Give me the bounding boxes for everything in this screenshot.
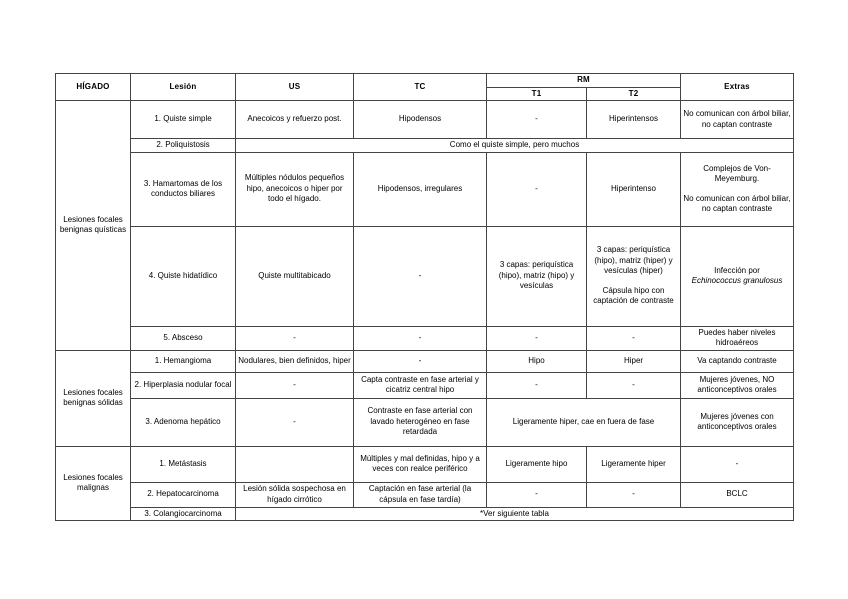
t2-line-1: 3 capas: periquística (hipo), matriz (hiper) y vesículas (hiper): [594, 245, 673, 276]
tc-cell: Hipodensos: [354, 101, 487, 139]
extras-line-2: No comunican con árbol biliar, no captan contraste: [683, 193, 791, 213]
table-row: [56, 101, 794, 139]
header-lesion: Lesión: [131, 74, 236, 101]
table-row: [56, 507, 794, 521]
rm-merged-cell: Ligeramente hiper, cae en fuera de fase: [487, 398, 681, 446]
group-label-malignant: Lesiones focales malignas: [56, 446, 131, 521]
header-t1: T1: [487, 87, 587, 101]
extras-cell: Mujeres jóvenes, NO anticonceptivos orales: [681, 372, 794, 398]
extras-cell: No comunican con árbol biliar, no captan contraste: [681, 101, 794, 139]
extras-cell: Puedes haber niveles hidroaéreos: [681, 326, 794, 350]
us-cell: Quiste multitabicado: [236, 226, 354, 326]
t1-cell: Ligeramente hipo: [487, 446, 587, 482]
tc-cell: Capta contraste en fase arterial y cicatriz central hipo: [354, 372, 487, 398]
tc-cell: Múltiples y mal definidas, hipo y a veces con realce periférico: [354, 446, 487, 482]
t2-cell: -: [587, 326, 681, 350]
table-row: [56, 350, 794, 372]
us-cell: -: [236, 398, 354, 446]
table-row: [56, 446, 794, 482]
merged-cell: Como el quiste simple, pero muchos: [236, 139, 794, 153]
t1-cell: -: [487, 326, 587, 350]
extras-line-1: Infección por: [714, 265, 760, 275]
table-row: [56, 482, 794, 507]
t1-cell: Hipo: [487, 350, 587, 372]
extras-species: Echinococcus granulosus: [691, 276, 783, 285]
us-cell: Nodulares, bien definidos, hiper: [236, 350, 354, 372]
tc-cell: Captación en fase arterial (la cápsula en fase tardía): [354, 482, 487, 507]
extras-cell: BCLC: [681, 482, 794, 507]
header-rm: RM: [487, 74, 681, 88]
t2-cell: -: [587, 372, 681, 398]
us-cell: Múltiples nódulos pequeños hipo, anecoicos o hiper por todo el hígado.: [236, 152, 354, 226]
extras-cell: [681, 226, 794, 326]
group-label-solid: Lesiones focales benignas sólidas: [56, 350, 131, 446]
lesion-name: 1. Metástasis: [131, 446, 236, 482]
t2-cell: Hiperintenso: [587, 152, 681, 226]
t2-cell: Hiperintensos: [587, 101, 681, 139]
liver-lesions-table: [55, 73, 794, 521]
t1-cell: -: [487, 482, 587, 507]
t1-cell: 3 capas: periquística (hipo), matriz (hipo) y vesículas: [487, 226, 587, 326]
us-cell: -: [236, 326, 354, 350]
lesion-name: 3. Adenoma hepático: [131, 398, 236, 446]
table-row: [56, 372, 794, 398]
header-us: US: [236, 74, 354, 101]
lesion-name: 1. Quiste simple: [131, 101, 236, 139]
extras-cell: [681, 152, 794, 226]
t2-cell: Hiper: [587, 350, 681, 372]
extras-cell: Mujeres jóvenes con anticonceptivos orales: [681, 398, 794, 446]
t1-cell: -: [487, 372, 587, 398]
t1-cell: -: [487, 101, 587, 139]
table-row: [56, 326, 794, 350]
lesion-name: 1. Hemangioma: [131, 350, 236, 372]
table-row: [56, 226, 794, 326]
extras-cell: -: [681, 446, 794, 482]
extras-cell: Va captando contraste: [681, 350, 794, 372]
table-row: [56, 139, 794, 153]
group-label-cystic: Lesiones focales benignas quísticas: [56, 101, 131, 351]
us-cell: Anecoicos y refuerzo post.: [236, 101, 354, 139]
t2-cell: -: [587, 482, 681, 507]
lesion-name: 2. Hiperplasia nodular focal: [131, 372, 236, 398]
us-cell: -: [236, 372, 354, 398]
t2-cell: [587, 226, 681, 326]
merged-cell: *Ver siguiente tabla: [236, 507, 794, 521]
tc-cell: -: [354, 350, 487, 372]
header-extras: Extras: [681, 74, 794, 101]
tc-cell: -: [354, 226, 487, 326]
lesion-name: 2. Hepatocarcinoma: [131, 482, 236, 507]
lesion-name: 4. Quiste hidatídico: [131, 226, 236, 326]
lesion-name: 2. Poliquistosis: [131, 139, 236, 153]
lesion-name: 3. Hamartomas de los conductos biliares: [131, 152, 236, 226]
header-t2: T2: [587, 87, 681, 101]
t2-cell: Ligeramente hiper: [587, 446, 681, 482]
lesion-name: 3. Colangiocarcinoma: [131, 507, 236, 521]
table-row: [56, 152, 794, 226]
table-row: [56, 398, 794, 446]
tc-cell: -: [354, 326, 487, 350]
extras-line-1: Complejos de Von-Meyemburg.: [703, 163, 771, 183]
tc-cell: Contraste en fase arterial con lavado heterogéneo en fase retardada: [354, 398, 487, 446]
t2-line-2: Cápsula hipo con captación de contraste: [593, 285, 674, 306]
lesion-name: 5. Absceso: [131, 326, 236, 350]
us-cell: [236, 446, 354, 482]
header-organ: HÍGADO: [56, 74, 131, 101]
us-cell: Lesión sólida sospechosa en hígado cirrótico: [236, 482, 354, 507]
header-tc: TC: [354, 74, 487, 101]
t1-cell: -: [487, 152, 587, 226]
tc-cell: Hipodensos, irregulares: [354, 152, 487, 226]
